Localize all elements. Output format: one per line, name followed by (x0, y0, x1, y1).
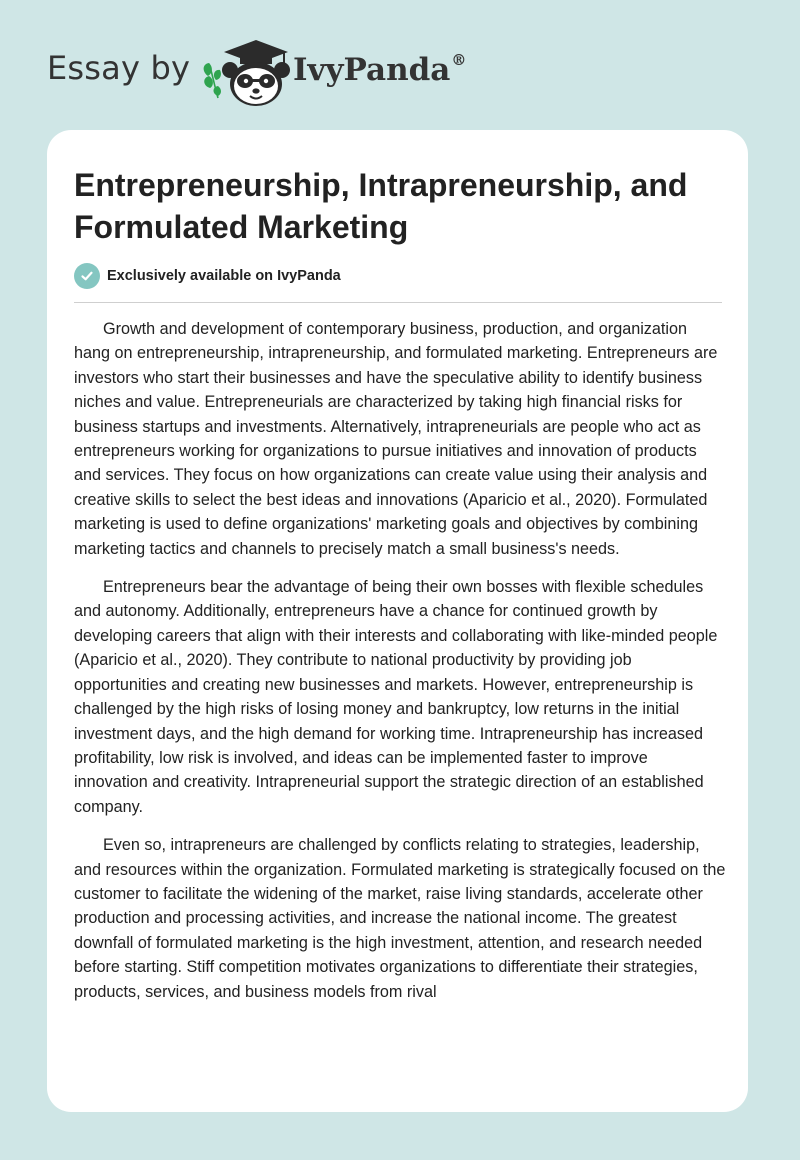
exclusive-availability-note (74, 263, 341, 289)
divider (74, 302, 722, 303)
essay-by-label: Essay by (47, 49, 191, 87)
essay-paragraph-3: Even so, intrapreneurs are challenged by conflicts relating to strategies, leadership, and resources within the organization. Formulated marketing is strategically focused on the customer to facilitate the widening of the market, raise living standards, accelerate other production and processing activities, and increase the national income. The greatest downfall of formulated marketing is the high investment, attention, and research needed before starting. Stiff competition motivates organizations to differentiate their strategies, products, services, and business models from rival (74, 836, 726, 1001)
site-header (0, 0, 800, 130)
essay-body (74, 317, 726, 1018)
essay-paragraph-1: Growth and development of contemporary business, production, and organization hang on entrepreneurship, intrapreneurship, and formulated marketing. Entrepreneurs are investors who start their businesses and have the speculative ability to identify business niches and value. Entrepreneurials are characterized by taking high financial risks for business startups and investments. Alternatively, intrapreneurials are people who act as entrepreneurs working for organizations to pursue initiatives and innovation of products and services. They focus on how organizations can create value using their analysis and creative skills to select the best ideas and innovations (Aparicio et al., 2020). Formulated marketing is used to define organizations' marketing goals and objectives by combining marketing tactics and channels to precisely match a small business's needs. (74, 320, 718, 558)
registered-mark: ® (451, 51, 467, 69)
essay-card (47, 130, 748, 1112)
exclusive-label: Exclusively available on IvyPanda (107, 268, 341, 284)
essay-title: Entrepreneurship, Intrapreneurship, and Formulated Marketing (74, 167, 688, 245)
essay-paragraph-2: Entrepreneurs bear the advantage of being their own bosses with flexible schedules and autonomy. Additionally, entrepreneurs have a chance for continued growth by developing careers that align with their interests and collaborating with like-minded people (Aparicio et al., 2020). They contribute to national productivity by providing job opportunities and creating new businesses and markets. However, entrepreneurship is challenged by the high risks of losing money and bankruptcy, low returns in the initial investment days, and the high demand for working time. Intrapreneurship has increased profitability, low risk is involved, and ideas can be implemented faster to improve innovation and creativity. Intrapreneurial support the strategic direction of an established company. (74, 578, 718, 816)
check-circle-icon (74, 263, 100, 289)
panda-graduate-logo-icon[interactable] (200, 36, 292, 108)
brand-text: IvyPanda (293, 52, 451, 88)
ivypanda-brand-name[interactable] (293, 51, 467, 88)
